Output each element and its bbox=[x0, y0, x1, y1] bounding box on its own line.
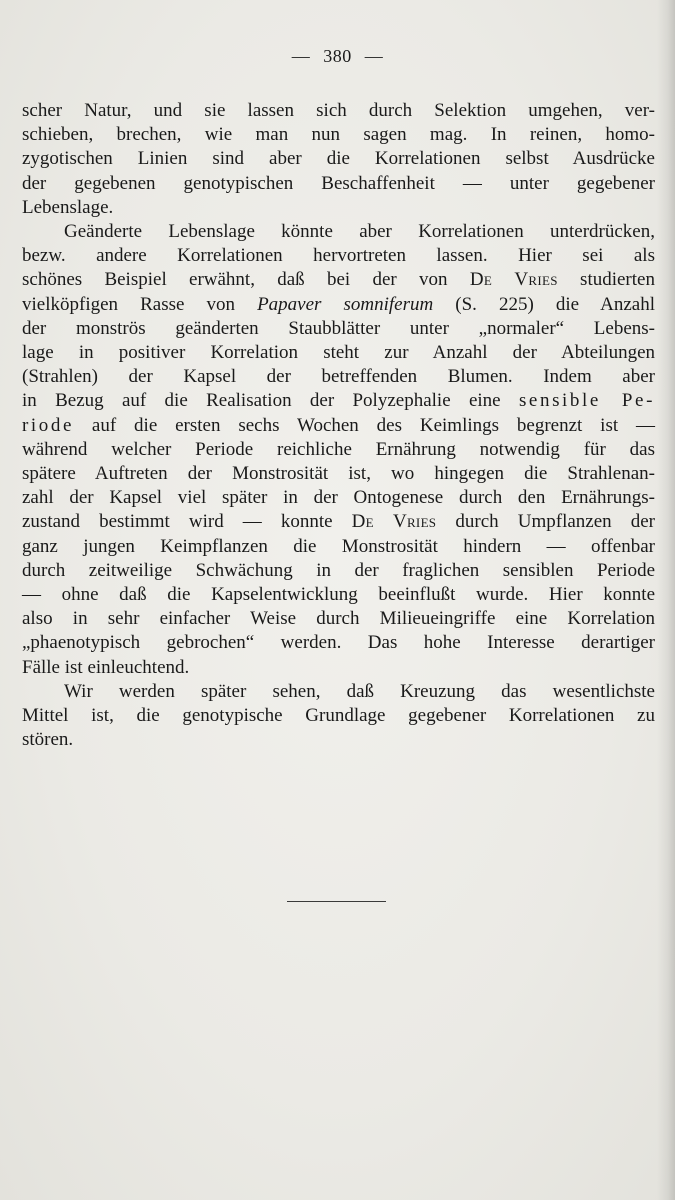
text-line bbox=[22, 631, 655, 655]
text-line bbox=[22, 99, 655, 123]
text-line bbox=[22, 535, 655, 559]
text-line bbox=[22, 704, 655, 728]
text-segment: der monströs geänderten Staubblätter unter „normaler“ Lebens- bbox=[22, 317, 655, 339]
text-line bbox=[22, 462, 655, 486]
text-line bbox=[22, 438, 655, 462]
text-segment: zahl der Kapsel viel später in der Ontogenese durch den Ernährungs- bbox=[22, 487, 655, 509]
text-segment: Mittel ist, die genotypische Grundlage gegebener Korrelationen zu bbox=[22, 705, 655, 727]
text-line bbox=[22, 389, 655, 413]
text-line bbox=[22, 123, 655, 147]
text-line bbox=[22, 559, 655, 583]
text-line bbox=[22, 268, 655, 292]
text-segment: schieben, brechen, wie man nun sagen mag. In reinen, homo- bbox=[22, 124, 655, 146]
text-segment: Lebenslage. bbox=[22, 196, 114, 218]
text-segment: während welcher Periode reichliche Ernährung notwendig für das bbox=[22, 438, 655, 460]
text-segment: (S. 225) die Anzahl bbox=[433, 293, 655, 315]
text-line bbox=[22, 244, 655, 268]
text-line bbox=[22, 147, 655, 171]
text-segment: der gegebenen genotypischen Beschaffenheit — unter gegebener bbox=[22, 172, 655, 194]
text-segment: in Bezug auf die Realisation der Polyzephalie eine bbox=[22, 390, 519, 412]
spaced-term: riode bbox=[22, 414, 75, 436]
text-line bbox=[22, 341, 655, 365]
text-segment: Fälle ist einleuchtend. bbox=[22, 656, 190, 678]
text-segment: durch zeitweilige Schwächung in der fraglichen sensiblen Periode bbox=[22, 559, 655, 581]
text-segment: studierten bbox=[557, 269, 655, 291]
text-segment: ganz jungen Keimpflanzen die Monstrosität hindern — offenbar bbox=[22, 535, 655, 557]
text-line bbox=[22, 486, 655, 510]
text-line bbox=[22, 728, 655, 752]
text-line bbox=[22, 583, 655, 607]
text-segment: stören. bbox=[22, 729, 74, 751]
text-segment: vielköpfigen Rasse von bbox=[22, 293, 258, 315]
text-line bbox=[22, 510, 655, 534]
text-segment: bezw. andere Korrelationen hervortreten lassen. Hier sei als bbox=[22, 245, 655, 267]
text-line bbox=[22, 680, 655, 704]
paragraph bbox=[22, 680, 655, 753]
paragraph bbox=[22, 220, 655, 680]
text-line bbox=[22, 196, 655, 220]
text-segment: also in sehr einfacher Weise durch Milieueingriffe eine Korrelation bbox=[22, 608, 655, 630]
text-segment: Geänderte Lebenslage könnte aber Korrelationen unterdrücken, bbox=[64, 221, 655, 243]
text-segment: schönes Beispiel erwähnt, daß bei der von bbox=[22, 269, 470, 291]
paragraph bbox=[22, 99, 655, 220]
text-line bbox=[22, 656, 655, 680]
text-line bbox=[22, 365, 655, 389]
text-line bbox=[22, 607, 655, 631]
text-line bbox=[22, 220, 655, 244]
text-segment: lage in positiver Korrelation steht zur Anzahl der Abteilungen bbox=[22, 342, 655, 364]
body-text bbox=[22, 99, 655, 752]
text-segment: zustand bestimmt wird — konnte bbox=[22, 511, 352, 533]
text-line bbox=[22, 317, 655, 341]
text-segment: auf die ersten sechs Wochen des Keimlings begrenzt ist — bbox=[74, 414, 655, 436]
text-line bbox=[22, 414, 655, 438]
species-name: Papaver somniferum bbox=[257, 293, 434, 315]
text-segment: — ohne daß die Kapselentwicklung beeinflußt wurde. Hier konnte bbox=[22, 584, 655, 606]
text-segment: Wir werden später sehen, daß Kreuzung das wesentlichste bbox=[64, 680, 655, 702]
spaced-term: sensible Pe- bbox=[518, 390, 656, 412]
text-segment: zygotischen Linien sind aber die Korrelationen selbst Ausdrücke bbox=[22, 148, 655, 170]
text-line bbox=[22, 172, 655, 196]
section-end-rule bbox=[287, 901, 386, 902]
text-line bbox=[22, 293, 655, 317]
author-name: De Vries bbox=[351, 511, 437, 533]
page-edge-shadow bbox=[657, 0, 675, 1200]
text-segment: scher Natur, und sie lassen sich durch Selektion umgehen, ver- bbox=[22, 100, 655, 121]
text-segment: spätere Auftreten der Monstrosität ist, wo hingegen die Strahlenan- bbox=[22, 463, 655, 485]
text-segment: (Strahlen) der Kapsel der betreffenden Blumen. Indem aber bbox=[22, 366, 655, 388]
text-segment: durch Umpflanzen der bbox=[436, 511, 655, 533]
author-name: De Vries bbox=[469, 269, 558, 291]
text-segment: „phaenotypisch gebrochen“ werden. Das hohe Interesse derartiger bbox=[22, 632, 655, 654]
page-number: — 380 — bbox=[291, 46, 384, 66]
